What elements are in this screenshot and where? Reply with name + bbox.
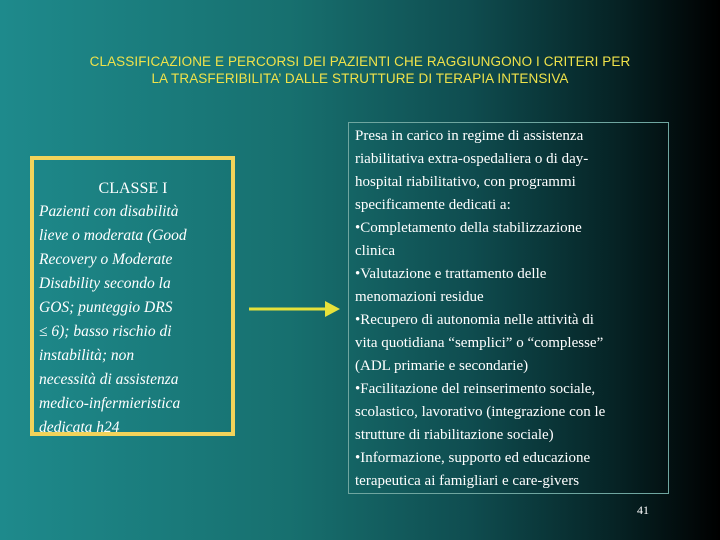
description-line: hospital riabilitativo, con programmi <box>355 174 576 190</box>
description-line: menomazioni residue <box>355 289 484 305</box>
slide-title-line-1: CLASSIFICAZIONE E PERCORSI DEI PAZIENTI CHE RAGGIUNGONO I CRITERI PER <box>89 54 631 69</box>
class-line: necessità di assistenza <box>39 371 179 388</box>
description-line: •Recupero di autonomia nelle attività di <box>355 312 594 328</box>
class-description <box>39 200 227 440</box>
description-line: strutture di riabilitazione sociale) <box>355 427 554 443</box>
class-line: dedicata h24 <box>39 419 120 436</box>
page-number: 41 <box>637 503 649 517</box>
class-line: instabilità; non <box>39 347 135 364</box>
class-line: lieve o moderata (Good <box>39 227 187 244</box>
class-line: GOS; punteggio DRS <box>39 299 173 316</box>
description-line: vita quotidiana “semplici” o “complesse” <box>355 335 604 351</box>
slide-title <box>20 53 700 87</box>
class-heading: CLASSE I <box>98 180 168 197</box>
description-line: clinica <box>355 243 395 259</box>
program-description-box <box>348 122 669 494</box>
class-line: Disability secondo la <box>39 275 171 292</box>
description-line: (ADL primarie e secondarie) <box>355 358 529 374</box>
right-arrow-icon <box>247 297 342 321</box>
description-line: •Informazione, supporto ed educazione <box>355 450 591 466</box>
description-line: •Facilitazione del reinserimento sociale, <box>355 381 596 397</box>
class-line: ≤ 6); basso rischio di <box>39 323 172 340</box>
description-line: specificamente dedicati a: <box>355 197 511 213</box>
description-line: scolastico, lavorativo (integrazione con le <box>355 404 606 420</box>
description-line: Presa in carico in regime di assistenza <box>355 128 584 144</box>
description-line: •Valutazione e trattamento delle <box>355 266 547 282</box>
class-line: Recovery o Moderate <box>39 251 173 268</box>
class-line: Pazienti con disabilità <box>39 203 179 220</box>
description-line: terapeutica ai famigliari e care-givers <box>355 473 580 489</box>
class-box <box>30 156 235 436</box>
class-line: medico-infermieristica <box>39 395 181 412</box>
slide-title-line-2: LA TRASFERIBILITA’ DALLE STRUTTURE DI TERAPIA INTENSIVA <box>151 71 569 86</box>
description-line: •Completamento della stabilizzazione <box>355 220 582 236</box>
description-line: riabilitativa extra-ospedaliera o di day- <box>355 151 589 167</box>
